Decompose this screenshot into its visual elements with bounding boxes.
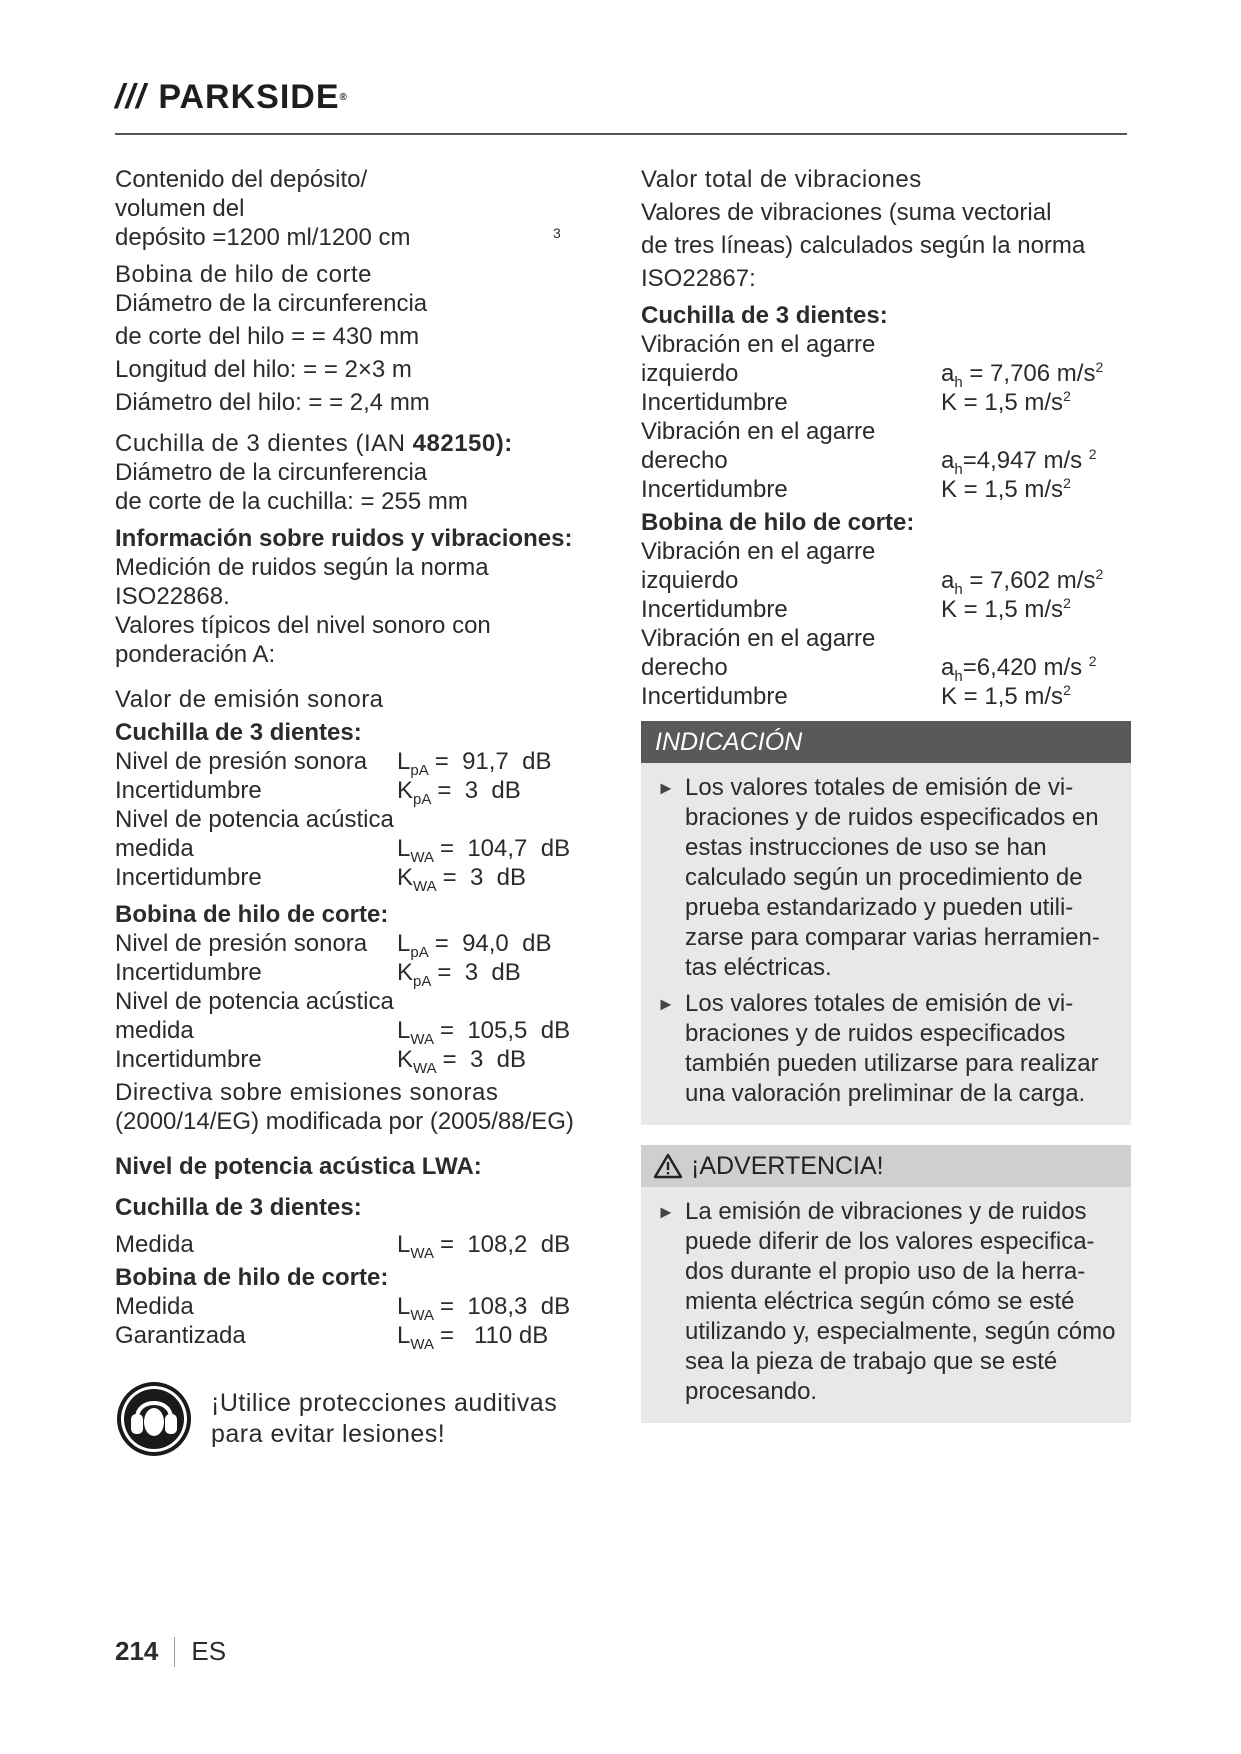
vibration-row <box>641 653 1131 685</box>
noise-symbol: L <box>397 1231 411 1258</box>
vibration-row <box>641 359 1131 391</box>
noise-title: Información sobre ruidos y vibraciones: <box>115 525 573 552</box>
noise-row <box>115 776 615 808</box>
noise-row-value <box>397 987 403 1016</box>
noise-row-label: medida <box>115 1017 194 1044</box>
vibration-superscript: 2 <box>1063 388 1071 404</box>
note-box <box>641 721 1131 1125</box>
noise-symbol: L <box>397 748 411 775</box>
bullet-arrow-icon: ► <box>657 1202 675 1222</box>
noise-row-value <box>397 805 403 834</box>
blade-line: Diámetro de la circunferencia <box>115 459 428 486</box>
vibration-symbol: K <box>941 683 958 710</box>
noise-row-value <box>397 1230 571 1262</box>
vibration-symbol: K <box>941 596 958 623</box>
ear-protection-icon <box>115 1380 193 1458</box>
lwa-blade-table <box>115 1230 615 1262</box>
blade-line: de corte de la cuchilla: = 255 mm <box>115 488 468 515</box>
language-code: ES <box>191 1636 227 1666</box>
noise-subscript: WA <box>413 1060 437 1077</box>
tank-line: depósito =1200 ml/1200 cm <box>115 224 411 251</box>
vibration-value: = 1,5 m/s <box>957 389 1064 416</box>
noise-value: = 104,7 dB <box>439 835 571 862</box>
noise-value: = 3 dB <box>442 864 527 891</box>
list-item <box>653 989 1119 1109</box>
vibration-superscript: 2 <box>1063 595 1071 611</box>
directive-line: Directiva sobre emisiones sonoras <box>115 1079 499 1106</box>
vibration-row-label: derecho <box>641 654 728 681</box>
noise-subscript: WA <box>410 1336 434 1353</box>
right-column <box>641 165 1131 1423</box>
noise-row <box>115 863 615 895</box>
ear-msg-line: ¡Utilice protecciones auditivas <box>211 1389 558 1417</box>
noise-row-value <box>397 747 552 779</box>
vibration-row-label: Incertidumbre <box>641 596 788 623</box>
noise-row <box>115 1016 615 1048</box>
vibration-line: ISO22867: <box>641 265 756 292</box>
vibration-row-label: Incertidumbre <box>641 476 788 503</box>
brand-slashes: /// <box>115 78 147 116</box>
noise-value: = 110 dB <box>439 1322 549 1349</box>
spool-noise-heading: Bobina de hilo de corte: <box>115 901 389 928</box>
vibration-symbol: a <box>941 567 955 594</box>
noise-row-label: Incertidumbre <box>115 864 262 891</box>
noise-row-label: medida <box>115 835 194 862</box>
noise-row-value <box>397 776 521 808</box>
noise-value: = 3 dB <box>437 959 521 986</box>
noise-symbol: L <box>397 1293 411 1320</box>
blade-noise-table <box>115 747 615 895</box>
noise-subscript: WA <box>410 1245 434 1262</box>
noise-row-label: Garantizada <box>115 1322 246 1349</box>
lwa-title: Nivel de potencia acústica LWA: <box>115 1153 482 1180</box>
tank-line: Contenido del depósito/ <box>115 166 368 193</box>
vibration-line: Valores de vibraciones (suma vectorial <box>641 199 1052 226</box>
tank-sup: 3 <box>553 225 561 241</box>
vibration-row-label: Vibración en el agarre <box>641 418 876 445</box>
brand-logo: /// PARKSIDE ® <box>115 78 348 116</box>
noise-symbol: K <box>397 1046 414 1073</box>
warning-heading-text: ¡ADVERTENCIA! <box>691 1152 884 1180</box>
vibration-symbol: a <box>941 360 955 387</box>
vibration-superscript: 2 <box>1063 682 1071 698</box>
noise-row <box>115 1230 615 1262</box>
noise-row <box>115 1045 615 1077</box>
noise-row <box>115 747 615 779</box>
bullet-arrow-icon: ► <box>657 994 675 1014</box>
vibration-subscript: h <box>954 581 963 598</box>
list-item <box>653 773 1119 983</box>
vibration-row-label: izquierdo <box>641 360 739 387</box>
noise-symbol: L <box>397 930 411 957</box>
noise-symbol: K <box>397 959 414 986</box>
vibration-value: = 7,602 m/s <box>962 567 1096 594</box>
vibration-value: =6,420 m/s <box>962 654 1089 681</box>
vibration-subscript: h <box>954 374 963 391</box>
blade-noise-heading: Cuchilla de 3 dientes: <box>115 719 362 746</box>
noise-line: ponderación A: <box>115 641 276 668</box>
blade-title-text: Cuchilla de 3 dientes (IAN <box>115 430 413 457</box>
blade-vibration-heading: Cuchilla de 3 dientes: <box>641 302 888 329</box>
emission-title: Valor de emisión sonora <box>115 686 384 713</box>
noise-row <box>115 834 615 866</box>
page-footer <box>115 1636 226 1667</box>
noise-subscript: WA <box>410 849 434 866</box>
noise-row-value <box>397 929 552 961</box>
vibration-row-label: izquierdo <box>641 567 739 594</box>
vibration-symbol: a <box>941 654 955 681</box>
noise-value: = 105,5 dB <box>439 1017 571 1044</box>
spool-line: Diámetro de la circunferencia <box>115 290 428 317</box>
noise-subscript: WA <box>410 1031 434 1048</box>
noise-row-value <box>397 863 527 895</box>
note-heading: INDICACIÓN <box>641 721 1131 763</box>
noise-subscript: pA <box>413 791 432 808</box>
noise-row-label: Nivel de potencia acústica <box>115 988 394 1015</box>
vibration-row <box>641 417 1131 446</box>
vibration-symbol: K <box>941 389 958 416</box>
lwa-blade-heading: Cuchilla de 3 dientes: <box>115 1194 362 1221</box>
vibration-line: de tres líneas) calculados según la norma <box>641 232 1086 259</box>
noise-value: = 108,3 dB <box>439 1293 571 1320</box>
noise-value: = 3 dB <box>442 1046 527 1073</box>
vibration-row-label: derecho <box>641 447 728 474</box>
vibration-row-value <box>941 595 1071 624</box>
noise-row <box>115 1321 615 1353</box>
noise-symbol: K <box>397 864 414 891</box>
noise-row-label: Incertidumbre <box>115 1046 262 1073</box>
footer-divider <box>174 1637 175 1667</box>
vibration-superscript: 2 <box>1095 359 1104 375</box>
vibration-superscript: 2 <box>1095 566 1104 582</box>
noise-row-value <box>397 1045 527 1077</box>
tank-spec <box>115 165 615 252</box>
tank-line: volumen del <box>115 195 245 222</box>
vibration-row-value <box>941 566 1104 598</box>
vibration-row-value <box>941 653 1097 685</box>
vibration-superscript: 2 <box>1088 653 1097 669</box>
spool-vibration-table <box>641 537 1131 711</box>
vibration-value: =4,947 m/s <box>962 447 1089 474</box>
warning-list <box>641 1187 1131 1423</box>
noise-subscript: WA <box>410 1307 434 1324</box>
header-rule <box>115 133 1127 135</box>
vibration-row-value <box>941 682 1071 711</box>
warning-heading <box>641 1145 1131 1187</box>
noise-value: = 91,7 dB <box>434 748 552 775</box>
vibration-subscript: h <box>954 668 963 685</box>
vibration-row <box>641 330 1131 359</box>
vibration-row-label: Incertidumbre <box>641 389 788 416</box>
left-column <box>115 165 615 1458</box>
vibration-row <box>641 566 1131 598</box>
noise-symbol: L <box>397 835 411 862</box>
spool-title: Bobina de hilo de corte <box>115 261 373 288</box>
noise-row <box>115 805 615 834</box>
noise-line: ISO22868. <box>115 583 230 610</box>
blade-title-num: 482150): <box>412 430 513 457</box>
spool-noise-table <box>115 929 615 1077</box>
noise-row <box>115 958 615 990</box>
list-item-text: Los valores totales de emisión de vi- braciones y de ruidos especificados también pueden utilizarse para realizar una valoración preliminar de la carga. <box>685 990 1099 1107</box>
spool-vibration-heading: Bobina de hilo de corte: <box>641 509 915 536</box>
noise-row-label: Medida <box>115 1231 194 1258</box>
list-item-text: Los valores totales de emisión de vi- braciones y de ruidos especificados en estas instrucciones de uso se han calculado según un procedimiento de prueba estandarizado y pueden utili- zarse para comparar varias herramien- tas eléctricas. <box>685 774 1100 981</box>
noise-row-label: Nivel de presión sonora <box>115 930 368 957</box>
noise-line: Medición de ruidos según la norma <box>115 554 489 581</box>
vibration-row-value <box>941 446 1097 478</box>
vibration-row <box>641 682 1131 711</box>
blade-vibration-table <box>641 330 1131 504</box>
noise-row-label: Nivel de presión sonora <box>115 748 368 775</box>
hearing-protection-notice <box>115 1380 615 1458</box>
vibration-row-value <box>941 388 1071 417</box>
vibration-row <box>641 446 1131 478</box>
noise-symbol: K <box>397 777 414 804</box>
noise-row <box>115 929 615 961</box>
vibration-value: = 1,5 m/s <box>957 476 1064 503</box>
vibration-subscript: h <box>954 461 963 478</box>
list-item-text: La emisión de vibraciones y de ruidos puede diferir de los valores especifica- dos durante el propio uso de la herra- mienta eléctrica según cómo se esté utilizando y, especialmente, según cómo sea la pieza de trabajo que se esté procesando. <box>685 1198 1116 1405</box>
brand-name: PARKSIDE <box>158 78 340 116</box>
vibration-row <box>641 537 1131 566</box>
note-list <box>641 763 1131 1125</box>
vibration-row-label: Vibración en el agarre <box>641 538 876 565</box>
noise-value: = 108,2 dB <box>439 1231 571 1258</box>
bullet-arrow-icon: ► <box>657 778 675 798</box>
vibration-row <box>641 595 1131 624</box>
vibration-row-value <box>941 359 1104 391</box>
spool-diameter: Diámetro del hilo: = = 2,4 mm <box>115 389 430 416</box>
lwa-spool-heading: Bobina de hilo de corte: <box>115 1264 389 1291</box>
noise-row-value <box>397 1016 571 1048</box>
vibration-row-value <box>941 475 1071 504</box>
vibration-superscript: 2 <box>1063 475 1071 491</box>
noise-row <box>115 987 615 1016</box>
noise-symbol: L <box>397 1322 411 1349</box>
blade-title <box>115 429 615 458</box>
noise-row <box>115 1292 615 1324</box>
spool-line: de corte del hilo = = 430 mm <box>115 323 420 350</box>
noise-line: Valores típicos del nivel sonoro con <box>115 612 491 639</box>
spool-length: Longitud del hilo: = = 2×3 m <box>115 356 412 383</box>
vibration-row <box>641 475 1131 504</box>
noise-row-value <box>397 958 521 990</box>
ear-msg-line: para evitar lesiones! <box>211 1420 446 1448</box>
noise-row-value <box>397 1292 571 1324</box>
warning-box <box>641 1145 1131 1423</box>
vibration-symbol: K <box>941 476 958 503</box>
noise-subscript: pA <box>410 944 429 961</box>
warning-icon <box>653 1153 683 1179</box>
vibration-row-label: Vibración en el agarre <box>641 331 876 358</box>
noise-row-value <box>397 834 571 866</box>
vibration-superscript: 2 <box>1088 446 1097 462</box>
noise-value: = 3 dB <box>437 777 521 804</box>
vibration-row <box>641 624 1131 653</box>
noise-row-label: Nivel de potencia acústica <box>115 806 394 833</box>
vibration-value: = 1,5 m/s <box>957 683 1064 710</box>
noise-row-label: Incertidumbre <box>115 777 262 804</box>
vibration-row-label: Incertidumbre <box>641 683 788 710</box>
noise-row-label: Incertidumbre <box>115 959 262 986</box>
list-item <box>653 1197 1119 1407</box>
vibration-symbol: a <box>941 447 955 474</box>
noise-subscript: WA <box>413 878 437 895</box>
noise-value: = 94,0 dB <box>434 930 552 957</box>
noise-subscript: pA <box>413 973 432 990</box>
noise-symbol: L <box>397 1017 411 1044</box>
vibration-value: = 1,5 m/s <box>957 596 1064 623</box>
vibration-row <box>641 388 1131 417</box>
noise-subscript: pA <box>410 762 429 779</box>
vibration-value: = 7,706 m/s <box>962 360 1096 387</box>
noise-row-value <box>397 1321 549 1353</box>
page-number: 214 <box>115 1636 159 1666</box>
lwa-spool-table <box>115 1292 615 1353</box>
vibration-title: Valor total de vibraciones <box>641 166 922 193</box>
vibration-row-label: Vibración en el agarre <box>641 625 876 652</box>
directive-line: (2000/14/EG) modificada por (2005/88/EG) <box>115 1108 574 1135</box>
noise-row-label: Medida <box>115 1293 194 1320</box>
